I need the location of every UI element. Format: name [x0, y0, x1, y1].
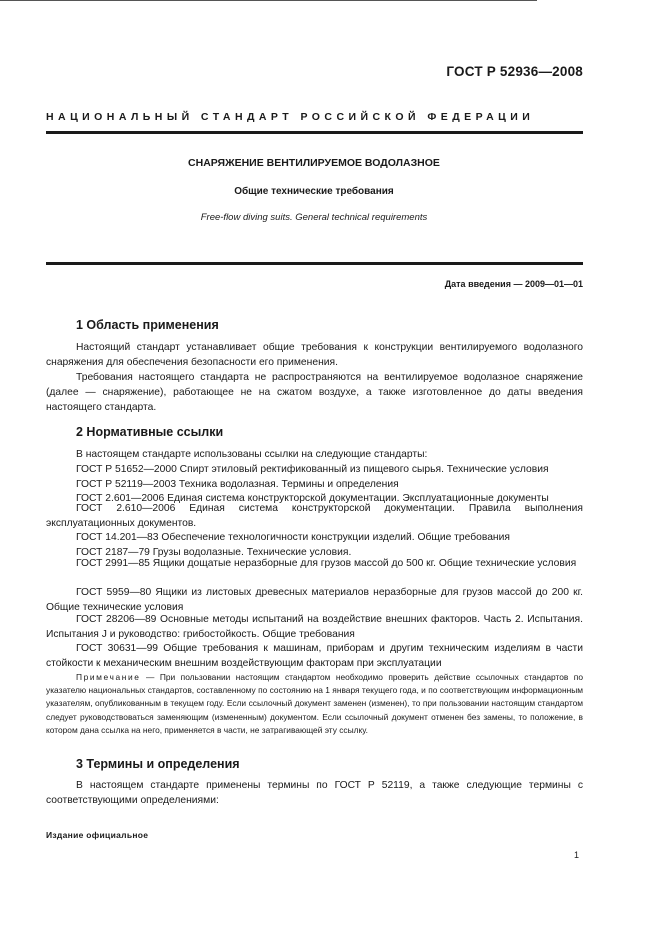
- document-title: СНАРЯЖЕНИЕ ВЕНТИЛИРУЕМОЕ ВОДОЛАЗНОЕ: [188, 157, 440, 169]
- section-1-heading: 1 Область применения: [76, 318, 219, 332]
- section-1-paragraph-1-text: Настоящий стандарт устанавливает общие требования к конструкции вентилируемого водолазного снаряжения для обеспечения безопасности его применения.: [46, 342, 583, 369]
- national-standard-banner: НАЦИОНАЛЬНЫЙ СТАНДАРТ РОССИЙСКОЙ ФЕДЕРАЦИИ: [46, 111, 535, 123]
- reference-item: ГОСТ Р 52119—2003 Техника водолазная. Термины и определения: [76, 479, 399, 490]
- section-1-paragraph-2: [46, 370, 583, 416]
- note-label: Примечание: [76, 672, 141, 682]
- section-2-note: [46, 671, 583, 737]
- header-rule: [46, 131, 583, 134]
- reference-item: ГОСТ 2.601—2006 Единая система конструкторской документации. Эксплуатационные документы: [76, 493, 549, 504]
- official-edition-label: Издание официальное: [46, 830, 149, 840]
- note-text: — При пользовании настоящим стандартом необходимо проверить действие ссылочных стандартов по указателю национальных стандартов, составленному по состоянию на 1 января текущего года, и по соответствующим информационным указателям, опубликованным в текущем году. Если ссылочный документ заменен (изменен), то при пользовании настоящим стандартом следует руководствоваться заменяющим (измененным) документом. Если ссылочный документ отменен без замены, то положение, в котором дана ссылка на него, применяется в части, не затрагивающей эту ссылку.: [46, 672, 584, 735]
- document-id: ГОСТ Р 52936—2008: [446, 64, 583, 79]
- section-3-paragraph-1: [46, 778, 583, 808]
- document-title-english: Free-flow diving suits. General technical requirements: [200, 212, 428, 223]
- reference-item-wrapped: [46, 612, 583, 642]
- title-rule: [46, 262, 583, 265]
- reference-item: ГОСТ 2187—79 Грузы водолазные. Технические условия.: [76, 547, 352, 558]
- section-3-heading: 3 Термины и определения: [76, 757, 240, 771]
- section-3-paragraph-1-text: В настоящем стандарте применены термины по ГОСТ Р 52119, а также следующие термины с соответствующими определениями:: [46, 780, 583, 807]
- reference-item-wrapped: [46, 501, 583, 531]
- section-2-heading: 2 Нормативные ссылки: [76, 425, 224, 439]
- reference-item-wrapped: [46, 556, 583, 571]
- reference-item-text: ГОСТ 2991—85 Ящики дощатые неразборные для грузов массой до 500 кг. Общие технические условия: [76, 558, 577, 569]
- reference-item-text: ГОСТ 30631—99 Общие требования к машинам, приборам и другим техническим изделиям в части стойкости к механическим внешним воздействующим факторам при эксплуатации: [46, 643, 583, 670]
- reference-item: ГОСТ Р 51652—2000 Спирт этиловый ректификованный из пищевого сырья. Технические условия: [76, 464, 549, 475]
- document-subtitle: Общие технические требования: [234, 186, 394, 197]
- reference-item-text: ГОСТ 28206—89 Основные методы испытаний на воздействие внешних факторов. Часть 2. Испытания. Испытания J и руководство: грибостойкость. Общие требования: [46, 614, 583, 641]
- section-2-intro: В настоящем стандарте использованы ссылки на следующие стандарты:: [76, 449, 428, 460]
- reference-item-wrapped: [46, 585, 583, 615]
- reference-item-text: ГОСТ 5959—80 Ящики из листовых древесных материалов неразборные для грузов массой до 200 кг. Общие технические условия: [46, 587, 583, 614]
- introduction-date: Дата введения — 2009—01—01: [444, 279, 583, 289]
- reference-item-wrapped: [46, 641, 583, 671]
- reference-item: ГОСТ 14.201—83 Обеспечение технологичности конструкции изделий. Общие требования: [76, 532, 510, 543]
- reference-item-text: ГОСТ 2.610—2006 Единая система конструкторской документации. Правила выполнения эксплуатационных документов.: [46, 503, 583, 530]
- footer-rule: [0, 0, 537, 1]
- section-1-paragraph-1: [46, 340, 583, 370]
- section-1-paragraph-2-text: Требования настоящего стандарта не распространяются на вентилируемое водолазное снаряжение (далее — снаряжение), работающее не на сжатом воздухе, а также изготовленное до даты введения настоящего стандарта.: [46, 372, 583, 414]
- page-number: 1: [573, 850, 579, 860]
